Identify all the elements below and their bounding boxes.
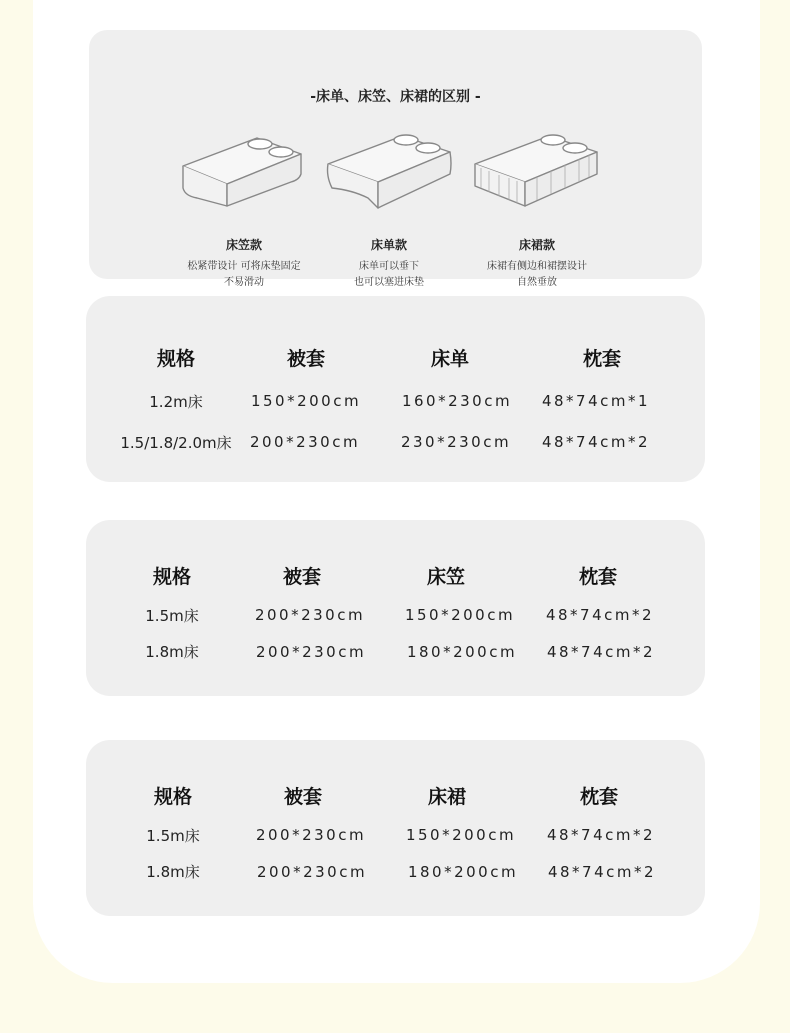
flat-sheet-bed-icon: [322, 126, 472, 226]
bedding-comparison-card: [89, 30, 702, 288]
table-cell-pillowcase: 48*74cm*1: [541, 392, 651, 410]
table-cell-duvet-cover: 200*230cm: [249, 433, 361, 451]
table-cell-bed-skirt: 150*200cm: [405, 826, 517, 844]
column-header-size: 规格: [153, 786, 193, 808]
column-header-pillowcase: 枕套: [579, 786, 619, 808]
fitted-sheet-description: 松紧带设计 可将床垫固定 不易滑动: [187, 261, 301, 288]
table-cell-fitted-sheet: 150*200cm: [404, 606, 516, 624]
fitted-sheet-bed-icon: [177, 126, 327, 226]
table-cell-duvet-cover: 200*230cm: [255, 826, 367, 844]
table-cell-pillowcase: 48*74cm*2: [541, 433, 651, 451]
table-cell-pillowcase: 48*74cm*2: [545, 606, 655, 624]
table-cell-size: 1.2m床: [149, 393, 203, 411]
column-header-pillowcase: 枕套: [578, 566, 618, 588]
fitted-sheet-size-table: [86, 520, 705, 696]
column-header-bed-skirt: 床裙: [427, 786, 467, 808]
comparison-title: -床单、床笠、床裙的区别 -: [310, 89, 481, 105]
table-cell-size: 1.8m床: [146, 863, 200, 881]
table-cell-size: 1.8m床: [145, 643, 199, 661]
column-header-fitted-sheet: 床笠: [426, 566, 466, 588]
table-cell-pillowcase: 48*74cm*2: [547, 863, 657, 881]
flat-sheet-size-table: [86, 296, 705, 482]
table-cell-duvet-cover: 150*200cm: [250, 392, 362, 410]
column-header-duvet-cover: 被套: [283, 786, 323, 808]
table-cell-pillowcase: 48*74cm*2: [546, 643, 656, 661]
table-cell-size: 1.5m床: [146, 827, 200, 845]
table-cell-flat-sheet: 160*230cm: [401, 392, 513, 410]
bed-skirt-description: 床裙有侧边和裙摆设计 自然垂放: [487, 261, 587, 288]
table-cell-flat-sheet: 230*230cm: [400, 433, 512, 451]
table-cell-duvet-cover: 200*230cm: [254, 606, 366, 624]
table-cell-size: 1.5m床: [145, 607, 199, 625]
table-cell-pillowcase: 48*74cm*2: [546, 826, 656, 844]
column-header-duvet-cover: 被套: [286, 348, 326, 370]
bed-skirt-label: 床裙款: [518, 238, 555, 252]
column-header-size: 规格: [152, 566, 192, 588]
column-header-duvet-cover: 被套: [282, 566, 322, 588]
fitted-sheet-label: 床笠款: [225, 238, 262, 252]
column-header-flat-sheet: 床单: [430, 348, 470, 370]
column-header-pillowcase: 枕套: [582, 348, 622, 370]
table-cell-bed-skirt: 180*200cm: [407, 863, 519, 881]
bed-skirt-bed-icon: [469, 126, 619, 226]
table-cell-duvet-cover: 200*230cm: [256, 863, 368, 881]
column-header-size: 规格: [156, 348, 196, 370]
flat-sheet-description: 床单可以垂下 也可以塞进床垫: [354, 261, 424, 288]
bed-skirt-size-table: [86, 740, 705, 916]
table-cell-fitted-sheet: 180*200cm: [406, 643, 518, 661]
flat-sheet-label: 床单款: [370, 238, 407, 252]
table-cell-duvet-cover: 200*230cm: [255, 643, 367, 661]
table-cell-size: 1.5/1.8/2.0m床: [120, 434, 232, 452]
